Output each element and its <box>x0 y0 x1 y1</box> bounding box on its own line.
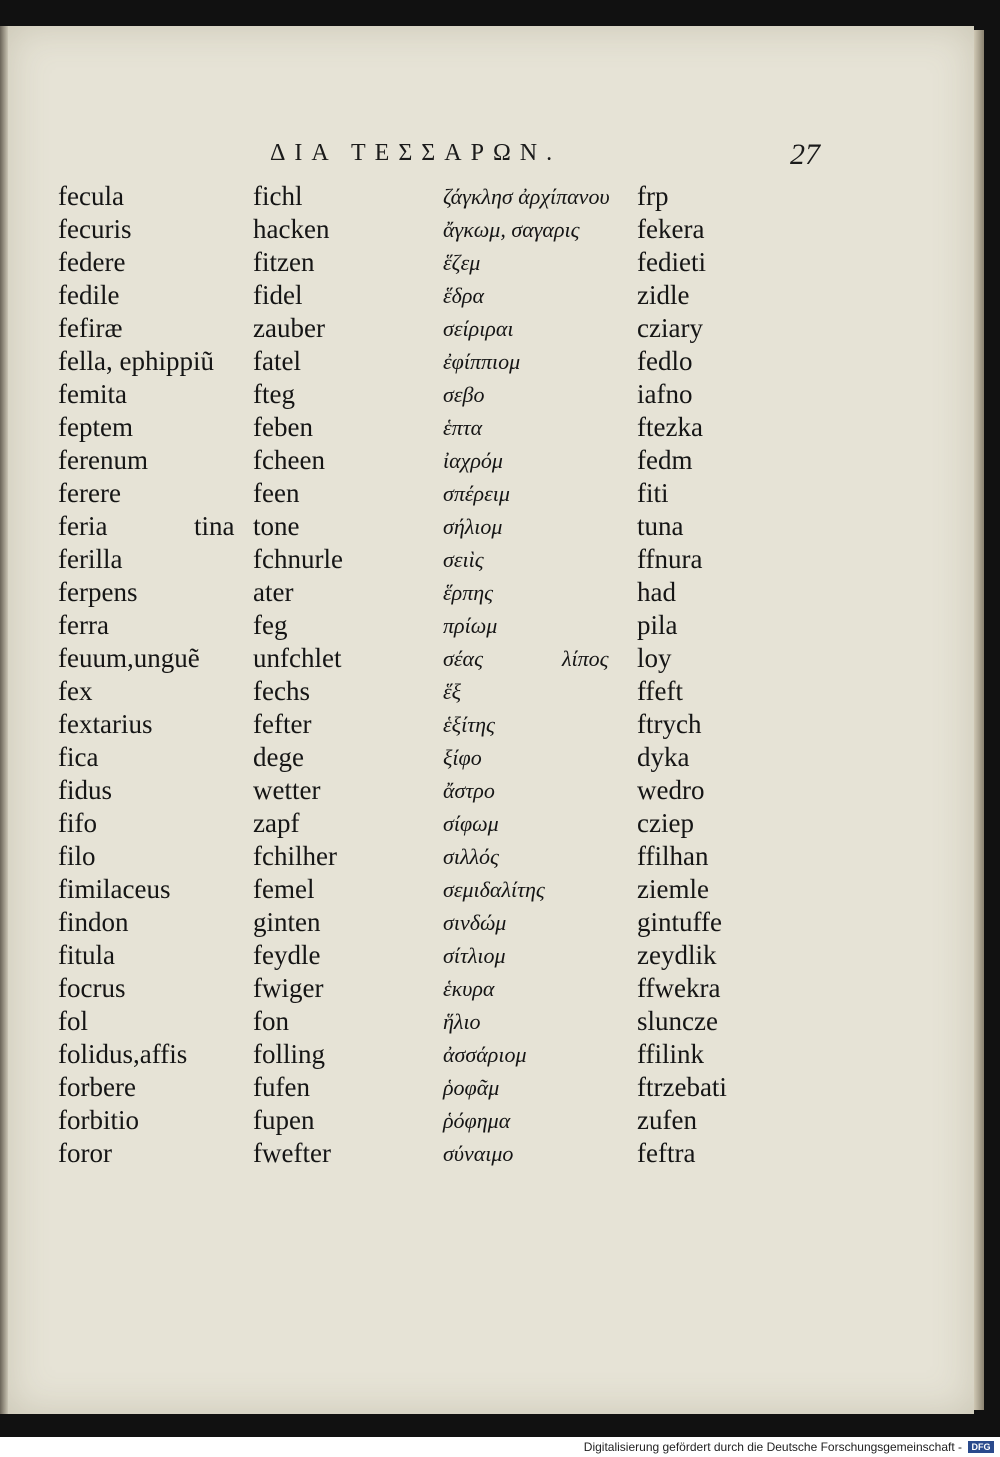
vocabulary-row <box>0 180 1000 213</box>
czech-term: fedlo <box>637 346 693 376</box>
latin-term: federe <box>58 247 126 277</box>
greek-term: σινδώμ <box>443 910 507 935</box>
german-term: wetter <box>253 775 321 805</box>
czech-term: tuna <box>637 511 684 541</box>
latin-term: fefiræ <box>58 313 123 343</box>
czech-term: ftrzebati <box>637 1072 727 1102</box>
latin-term: ferilla <box>58 544 123 574</box>
vocabulary-row <box>0 1071 1000 1104</box>
vocabulary-row <box>0 1038 1000 1071</box>
german-term: unfchlet <box>253 643 342 673</box>
latin-term: findon <box>58 907 129 937</box>
german-term: fechs <box>253 676 310 706</box>
czech-term: had <box>637 577 676 607</box>
german-term: feben <box>253 412 313 442</box>
german-term: folling <box>253 1039 325 1069</box>
vocabulary-row <box>0 609 1000 642</box>
german-term: fteg <box>253 379 295 409</box>
latin-term: ferere <box>58 478 121 508</box>
vocabulary-row <box>0 906 1000 939</box>
greek-term: σιλλός <box>443 844 499 869</box>
german-term: zauber <box>253 313 325 343</box>
czech-term: ffeft <box>637 676 683 706</box>
latin-term: foror <box>58 1138 112 1168</box>
greek-term: ἥλιο <box>443 1009 481 1034</box>
czech-term: wedro <box>637 775 705 805</box>
greek-term: ἐφίππιομ <box>443 349 521 374</box>
latin-term: filo <box>58 841 96 871</box>
vocabulary-row <box>0 477 1000 510</box>
greek-term: σύναιμο <box>443 1141 514 1166</box>
german-term: ginten <box>253 907 321 937</box>
greek-term: ἑκυρα <box>443 976 495 1001</box>
czech-term: cziep <box>637 808 694 838</box>
czech-term: ffilhan <box>637 841 709 871</box>
latin-term: fidus <box>58 775 112 805</box>
vocabulary-row <box>0 774 1000 807</box>
czech-term: zeydlik <box>637 940 717 970</box>
vocabulary-row <box>0 1005 1000 1038</box>
latin-term: fecula <box>58 181 124 211</box>
latin-term: folidus,affis <box>58 1039 188 1069</box>
german-term: fatel <box>253 346 301 376</box>
czech-term: fekera <box>637 214 705 244</box>
latin-term: fex <box>58 676 93 706</box>
german-term: hacken <box>253 214 330 244</box>
vocabulary-row <box>0 246 1000 279</box>
latin-term: ferpens <box>58 577 138 607</box>
latin-term: fecuris <box>58 214 132 244</box>
german-term: fichl <box>253 181 303 211</box>
latin-term: fol <box>58 1006 88 1036</box>
latin-term: femita <box>58 379 127 409</box>
greek-term: ἕρπης <box>443 580 494 605</box>
greek-term: ἄστρο <box>443 778 495 803</box>
greek-term: σέας <box>443 646 483 671</box>
vocabulary-row <box>0 972 1000 1005</box>
page-number: 27 <box>790 138 820 171</box>
vocabulary-row <box>0 279 1000 312</box>
latin-term: forbere <box>58 1072 136 1102</box>
greek-term: ἕξ <box>443 679 462 704</box>
latin-term: fica <box>58 742 99 772</box>
vocabulary-row <box>0 312 1000 345</box>
latin-term: fitula <box>58 940 115 970</box>
german-term: fefter <box>253 709 312 739</box>
vocabulary-list <box>0 180 1000 1170</box>
latin-term: feuum,unguẽ <box>58 643 200 673</box>
greek-term: σεβο <box>443 382 485 407</box>
czech-term: sluncze <box>637 1006 718 1036</box>
german-term: fitzen <box>253 247 315 277</box>
czech-term: zidle <box>637 280 690 310</box>
german-term: fon <box>253 1006 289 1036</box>
czech-term: loy <box>637 643 672 673</box>
vocabulary-row <box>0 873 1000 906</box>
greek-term: ζάγκλησ ἀρχίπανου <box>443 184 610 209</box>
greek-term: σειὶς <box>443 547 484 572</box>
german-term: fidel <box>253 280 303 310</box>
czech-term: pila <box>637 610 678 640</box>
czech-term: iafno <box>637 379 693 409</box>
latin-term: focrus <box>58 973 126 1003</box>
vocabulary-row <box>0 543 1000 576</box>
vocabulary-row <box>0 576 1000 609</box>
greek-term: ἕδρα <box>443 283 485 308</box>
german-term: dege <box>253 742 304 772</box>
greek-term: ἕζεμ <box>443 250 481 275</box>
latin-term: ferenum <box>58 445 148 475</box>
czech-term: dyka <box>637 742 690 772</box>
vocabulary-row <box>0 807 1000 840</box>
czech-term: ffwekra <box>637 973 721 1003</box>
latin-term: fimilaceus <box>58 874 171 904</box>
latin-term: feria <box>58 511 108 541</box>
czech-term: ftrych <box>637 709 702 739</box>
czech-term: gintuffe <box>637 907 722 937</box>
dfg-logo-icon: DFG <box>968 1441 994 1453</box>
latin-term: fextarius <box>58 709 153 739</box>
vocabulary-row <box>0 741 1000 774</box>
german-term: fcheen <box>253 445 325 475</box>
vocabulary-row <box>0 444 1000 477</box>
czech-term: ftezka <box>637 412 703 442</box>
czech-term: ffilink <box>637 1039 704 1069</box>
latin-term: ferra <box>58 610 109 640</box>
greek-note-term: λίπος <box>562 646 609 671</box>
german-term: feydle <box>253 940 321 970</box>
footer-bar <box>0 1437 1000 1457</box>
german-term: zapf <box>253 808 300 838</box>
vocabulary-row <box>0 675 1000 708</box>
greek-term: σήλιομ <box>443 514 503 539</box>
czech-term: feftra <box>637 1138 696 1168</box>
german-term: fupen <box>253 1105 315 1135</box>
greek-term: σείριραι <box>443 316 514 341</box>
vocabulary-row <box>0 840 1000 873</box>
czech-term: ffnura <box>637 544 703 574</box>
vocabulary-row <box>0 510 1000 543</box>
czech-term: frp <box>637 181 669 211</box>
greek-term: σίφωμ <box>443 811 499 836</box>
greek-term: ξίφο <box>443 745 482 770</box>
vocabulary-row <box>0 939 1000 972</box>
page-header <box>270 140 830 174</box>
german-term: fchilher <box>253 841 337 871</box>
czech-term: ziemle <box>637 874 709 904</box>
greek-term: ἀσσάριομ <box>443 1042 527 1067</box>
greek-term: σίτλιομ <box>443 943 506 968</box>
german-term: feen <box>253 478 300 508</box>
german-term: fwefter <box>253 1138 331 1168</box>
greek-term: ῥοφᾶμ <box>443 1075 500 1100</box>
greek-term: ἄγκωμ, σαγαρις <box>443 217 580 242</box>
greek-term: ἑπτα <box>443 415 483 440</box>
greek-term: ῥόφημα <box>443 1108 511 1133</box>
vocabulary-row <box>0 345 1000 378</box>
czech-term: fiti <box>637 478 669 508</box>
greek-term: σεμιδαλίτης <box>443 877 545 902</box>
vocabulary-row <box>0 642 1000 675</box>
czech-term: zufen <box>637 1105 697 1135</box>
latin-term: fedile <box>58 280 120 310</box>
german-term: fwiger <box>253 973 324 1003</box>
funding-notice: Digitalisierung gefördert durch die Deutsche Forschungsgemeinschaft - <box>583 1440 962 1454</box>
czech-term: fedm <box>637 445 693 475</box>
note-term: tina <box>194 511 235 541</box>
latin-term: forbitio <box>58 1105 139 1135</box>
vocabulary-row <box>0 708 1000 741</box>
latin-term: fella, ephippiũ <box>58 346 214 376</box>
vocabulary-row <box>0 1104 1000 1137</box>
latin-term: feptem <box>58 412 133 442</box>
czech-term: fedieti <box>637 247 706 277</box>
german-term: tone <box>253 511 300 541</box>
german-term: feg <box>253 610 288 640</box>
german-term: femel <box>253 874 315 904</box>
latin-term: fifo <box>58 808 97 838</box>
vocabulary-row <box>0 411 1000 444</box>
german-term: ater <box>253 577 294 607</box>
running-title: ΔΙΑ ΤΕΣΣΑΡΩΝ. <box>270 140 562 166</box>
czech-term: cziary <box>637 313 703 343</box>
greek-term: σπέρειμ <box>443 481 510 506</box>
greek-term: ἰαχρόμ <box>443 448 503 473</box>
greek-term: ἑξίτης <box>443 712 495 737</box>
german-term: fchnurle <box>253 544 343 574</box>
vocabulary-row <box>0 1137 1000 1170</box>
vocabulary-row <box>0 378 1000 411</box>
greek-term: πρίωμ <box>443 613 498 638</box>
german-term: fufen <box>253 1072 310 1102</box>
vocabulary-row <box>0 213 1000 246</box>
